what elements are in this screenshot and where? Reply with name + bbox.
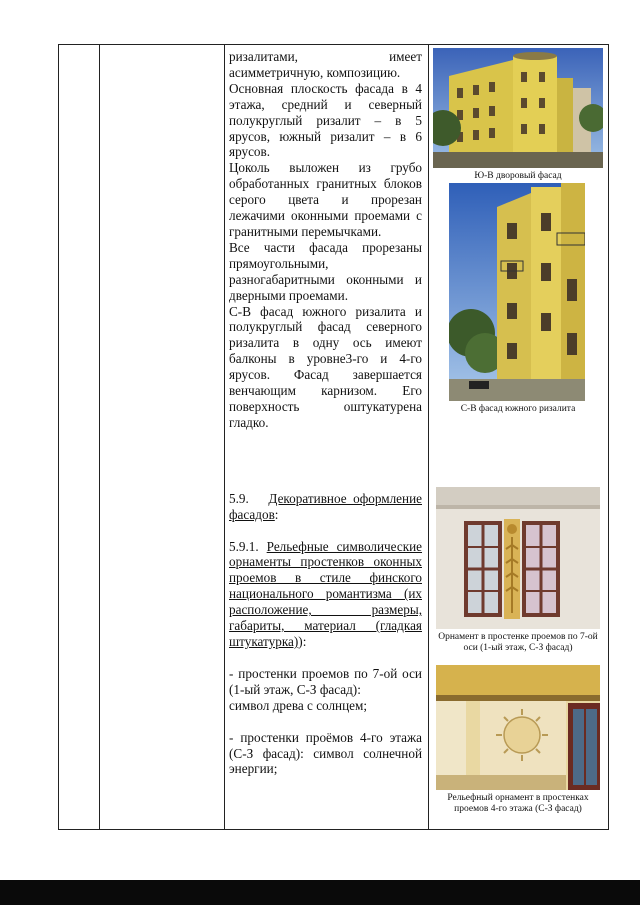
section-heading: 5.9. Декоративное оформление фасадов: <box>229 490 422 522</box>
subsection-heading: 5.9.1. Рельефные символические орнаменты простенков оконных проемов в стиле финского национального романтизма (их расположение, размеры, габариты, материал (гладкая штукатурка)): <box>229 538 423 649</box>
scan-bottom-border <box>0 880 640 905</box>
photo-relief-4th-floor <box>436 665 600 790</box>
photo-se-courtyard-facade <box>433 48 603 168</box>
section-number: 5.9. <box>229 490 249 506</box>
paragraph-openings: Все части фасада прорезаны прямоугольными, разногабаритными оконными и дверными проемами. <box>229 239 422 303</box>
caption-se-courtyard-facade: Ю-В дворовый фасад <box>474 171 562 181</box>
photo-ornament-7th-axis <box>436 487 600 629</box>
paragraph-balconies: С-В фасад южного ризалита и полукруглый фасад северного ризалита в одну ось имеют балконы в уровне3-го и 4-го ярусов. Фасад завершается венчающим карнизом. Его поверхность оштукатурена гладко. <box>229 303 422 430</box>
caption-relief-4th-floor: Рельефный орнамент в простенках проемов 4-го этажа (С-З фасад) <box>447 793 589 814</box>
paragraph-composition: ризалитами, имеет асимметричную, композицию. <box>229 49 422 80</box>
column-divider <box>428 45 429 829</box>
subsection-number: 5.9.1. <box>229 538 259 554</box>
caption-ornament-7th-axis: Орнамент в простенке проемов по 7-ой оси (1-ый этаж, С-З фасад) <box>438 632 598 653</box>
column-divider <box>224 45 225 829</box>
description-column <box>229 49 422 777</box>
paragraph-facade-plane: Основная плоскость фасада в 4 этажа, средний и северный полукруглый ризалит – в 5 ярусов, южный ризалит – в 6 ярусов. <box>229 80 422 160</box>
photo-ne-south-risalit <box>449 183 585 401</box>
caption-ne-south-risalit: С-В фасад южного ризалита <box>460 404 576 414</box>
list-item-tree-symbol: - простенки проемов по 7-ой оси (1-ый этаж, С-З фасад): <box>229 665 422 697</box>
column-divider <box>99 45 100 829</box>
paragraph-plinth: Цоколь выложен из грубо обработанных гранитных блоков серого цвета и прорезан лежачими оконными проемами с гранитными перемычками. <box>229 160 422 239</box>
list-item-tree-symbol-desc: символ древа с солнцем; <box>229 697 368 713</box>
subsection-title: Рельефные символические орнаменты простенков оконных проемов в стиле финского национального романтизма (их расположение, размеры, габариты, материал (гладкая штукатурка) <box>229 538 423 649</box>
list-item-sun-symbol: - простенки проёмов 4-го этажа (С-З фасад): символ солнечной энергии; <box>229 729 422 777</box>
section-title: Декоративное оформление фасадов <box>229 490 422 522</box>
